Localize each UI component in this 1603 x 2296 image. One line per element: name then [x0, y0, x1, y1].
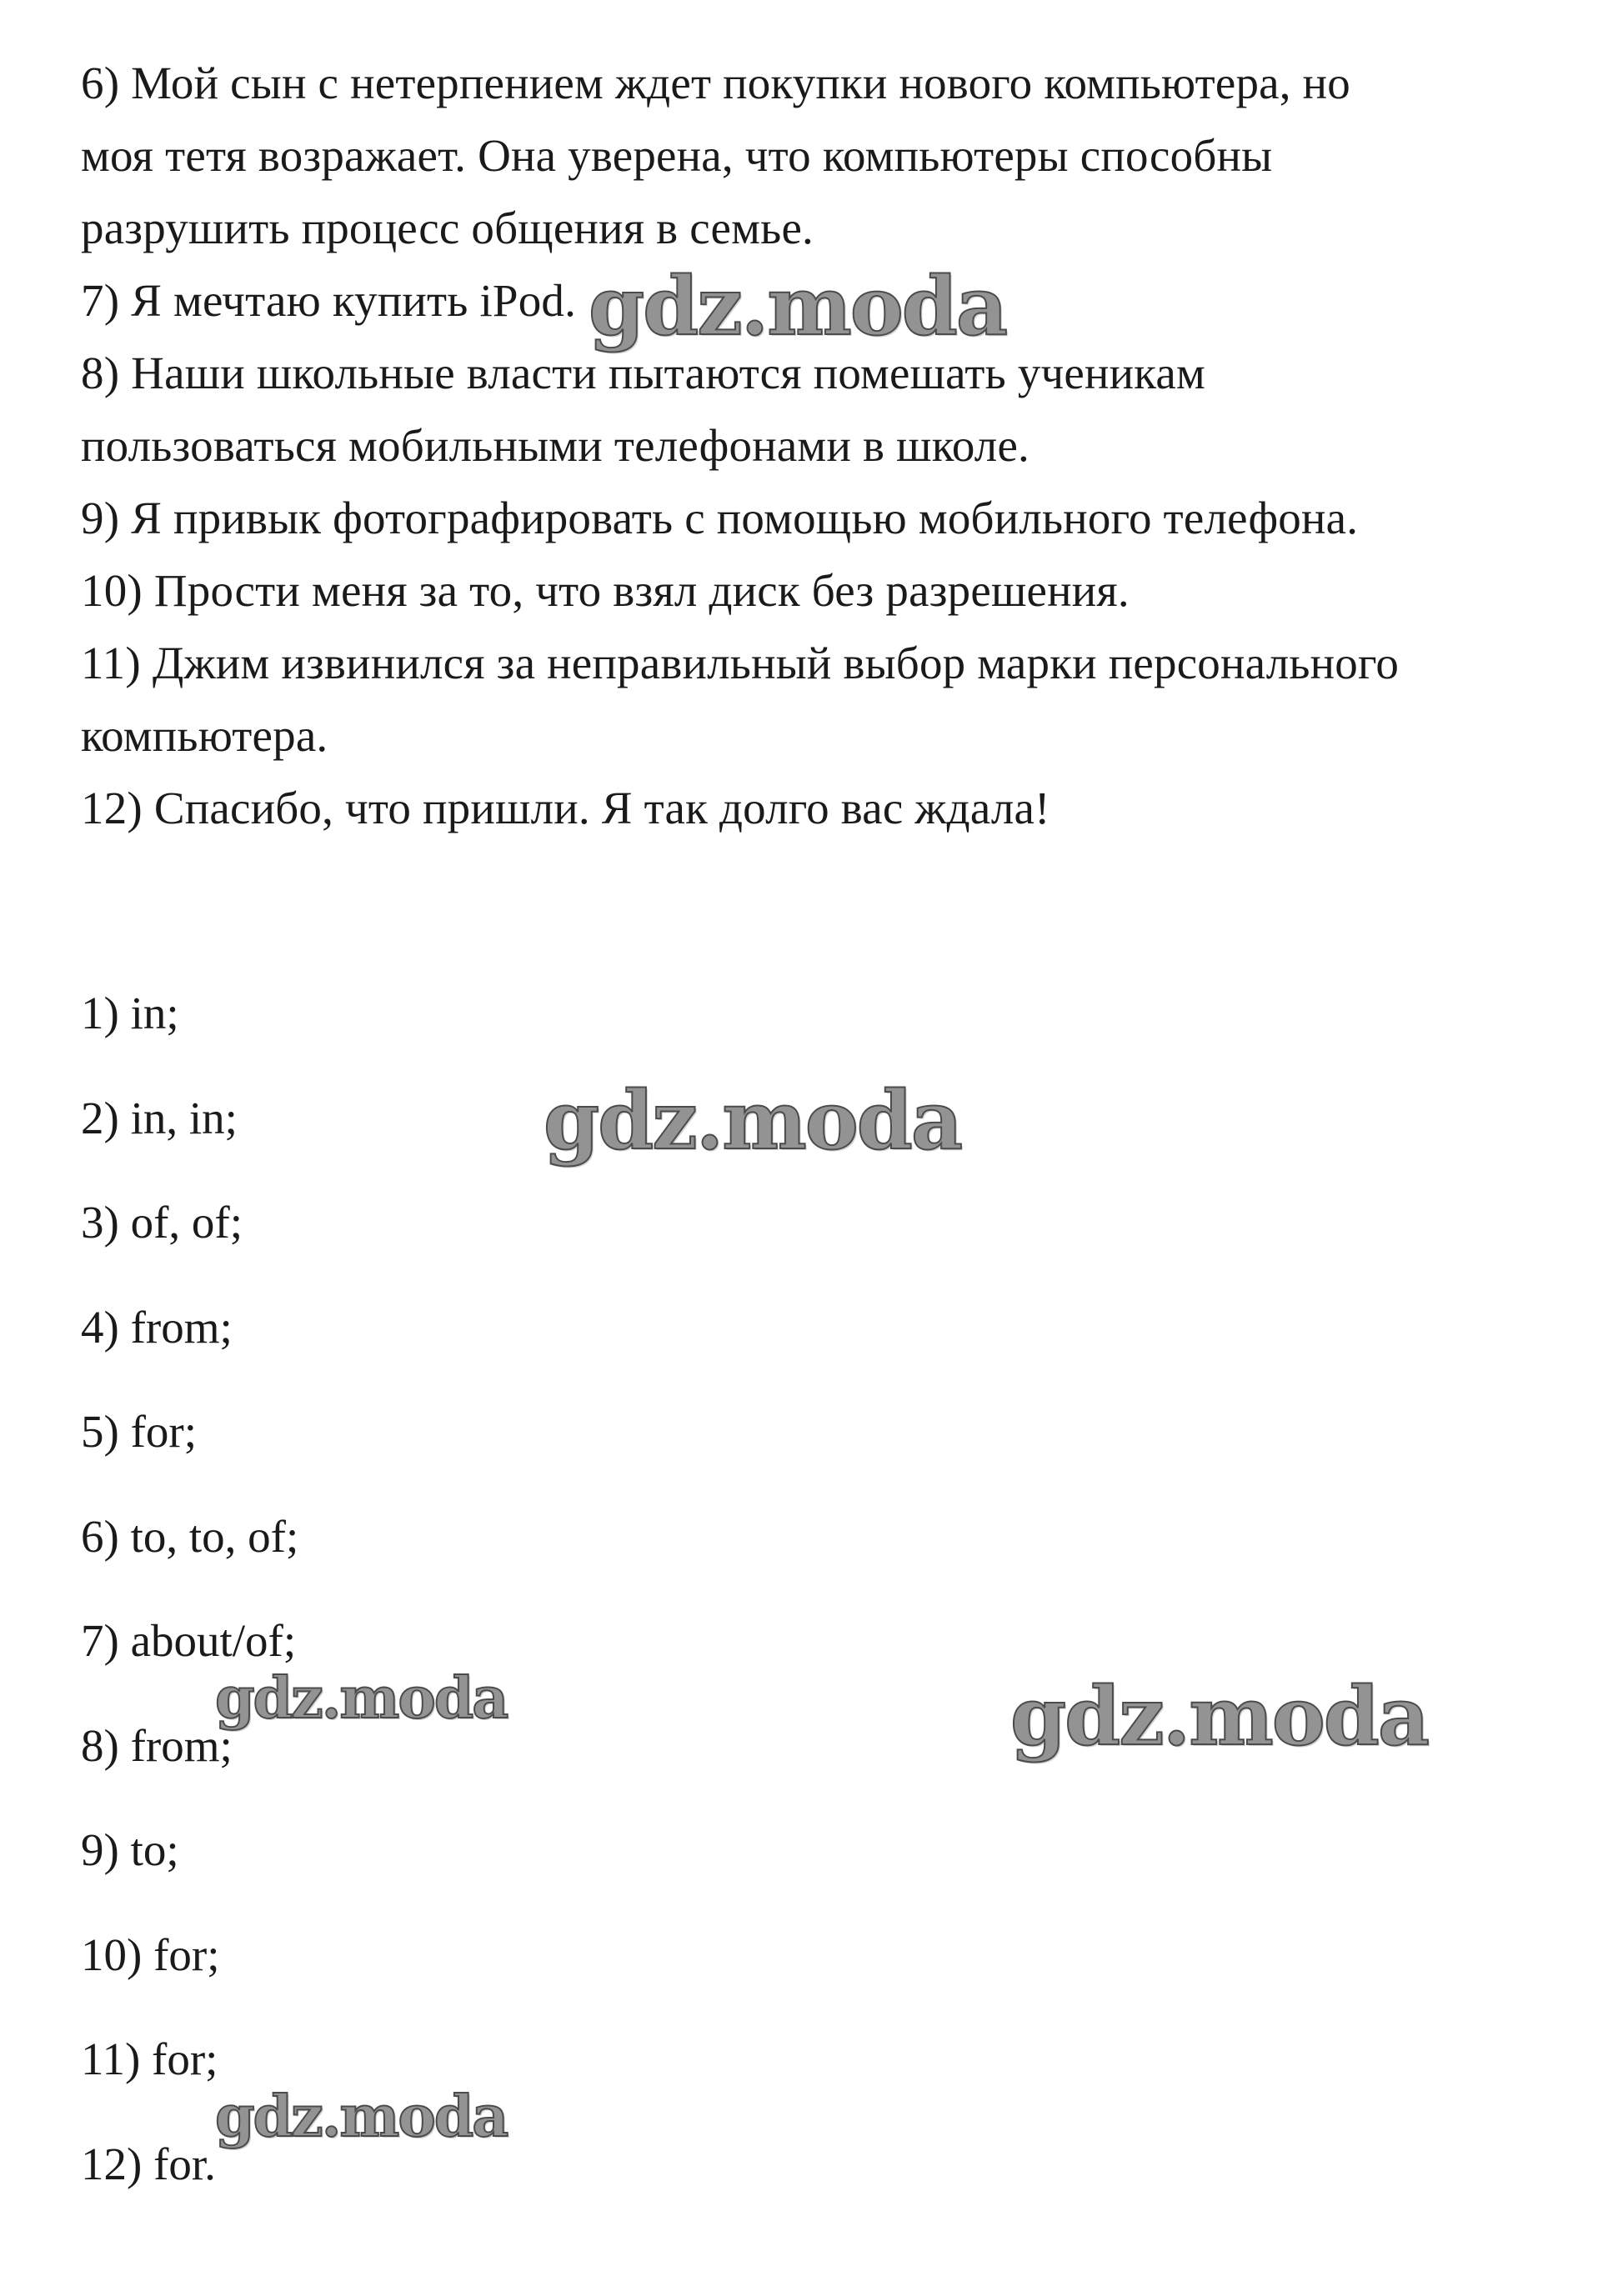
translation-line: 12) Спасибо, что пришли. Я так долго вас ждала! — [81, 783, 1050, 833]
translation-item-6 — [81, 47, 1548, 264]
answer-item: 6) to, to, of; — [81, 1510, 299, 1562]
translation-line: 8) Наши школьные власти пытаются помешать ученикам — [81, 348, 1205, 398]
answer-item: 8) from; — [81, 1719, 233, 1771]
watermark: gdz.moda — [1010, 1669, 1429, 1763]
translation-item-7 — [81, 264, 1548, 337]
translation-item-11 — [81, 627, 1548, 772]
watermark: gdz.moda — [215, 1665, 508, 1732]
answer-item: 9) to; — [81, 1824, 179, 1875]
answer-item: 3) of, of; — [81, 1197, 243, 1248]
answer-item: 2) in, in; — [81, 1092, 238, 1143]
translation-item-12 — [81, 772, 1548, 844]
answer-item: 5) for; — [81, 1406, 197, 1457]
answer-item: 11) for; — [81, 2033, 218, 2084]
answer-item: 7) about/of; — [81, 1615, 297, 1666]
translation-item-10 — [81, 554, 1548, 627]
translation-line: разрушить процесс общения в семье. — [81, 203, 814, 253]
answer-item: 12) for. — [81, 2138, 216, 2189]
translation-line: 9) Я привык фотографировать с помощью мобильного телефона. — [81, 493, 1359, 543]
answer-item: 10) for; — [81, 1928, 220, 1980]
watermark: gdz.moda — [544, 1073, 962, 1168]
watermark: gdz.moda — [589, 259, 1007, 353]
translation-item-9 — [81, 482, 1548, 554]
translation-list — [81, 47, 1548, 844]
translation-line: 10) Прости меня за то, что взял диск без разрешения. — [81, 565, 1130, 616]
watermark: gdz.moda — [215, 2083, 508, 2150]
answer-list — [81, 977, 298, 2232]
translation-item-8 — [81, 337, 1548, 482]
translation-line: 6) Мой сын с нетерпением ждет покупки нового компьютера, но — [81, 58, 1350, 108]
translation-line: 11) Джим извинился за неправильный выбор марки персонального — [81, 638, 1400, 688]
answer-item: 4) from; — [81, 1301, 233, 1353]
translation-line: моя тетя возражает. Она уверена, что компьютеры способны — [81, 130, 1273, 181]
translation-line: 7) Я мечтаю купить iPod. — [81, 275, 577, 326]
translation-line: пользоваться мобильными телефонами в школе. — [81, 420, 1030, 471]
answer-item: 1) in; — [81, 988, 179, 1038]
translation-line: компьютера. — [81, 710, 328, 761]
